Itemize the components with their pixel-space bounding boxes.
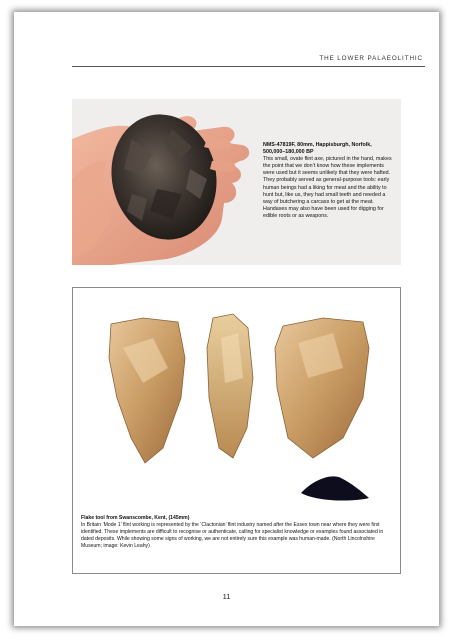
- flake-tool-caption: [81, 515, 396, 550]
- flake-tool-caption-body: In Britain ‘Mode 1’ flint working is represented by the ‘Clactonian’ flint industry named after the Essex town near where they were first identified. These implements are difficult to recognise or authenticate, calling for specialist knowledge or examples found associated in dated deposits. While showing some signs of working, we are not entirely sure this example was human-made. (North Lincolnshire Museum; image: Kevin Leahy): [81, 521, 384, 549]
- page-number: 11: [222, 592, 231, 601]
- handaxe-figure: [72, 99, 401, 265]
- header-rule: [72, 66, 425, 67]
- handaxe-caption-body: This small, ovate flint axe, pictured in the hand, makes the point that we don’t know how these implements were used but it seems unlikely that they were hafted. They probably served as general-purpose tools: early human beings had a liking for meat and the ability to hunt but, like us, they had small teeth and needed a way of butchering a carcass to get at the meat. Handaxes may also have been used for digging for edible roots or as weapons.: [263, 156, 392, 219]
- flake-cross-section: [301, 476, 369, 500]
- flake-view-front: [109, 318, 185, 463]
- finger-shape: [204, 137, 231, 149]
- running-header: THE LOWER PALAEOLITHIC: [319, 55, 423, 62]
- book-page: [14, 12, 439, 626]
- handaxe-caption: [263, 142, 395, 220]
- handaxe-caption-title: NMS-47819F, 80mm, Happisburgh, Norfolk, 500,000–180,000 BP: [263, 142, 372, 156]
- flake-tool-figure: [72, 287, 401, 574]
- flake-tool-caption-title: Flake tool from Swanscombe, Kent, (145mm): [81, 515, 190, 521]
